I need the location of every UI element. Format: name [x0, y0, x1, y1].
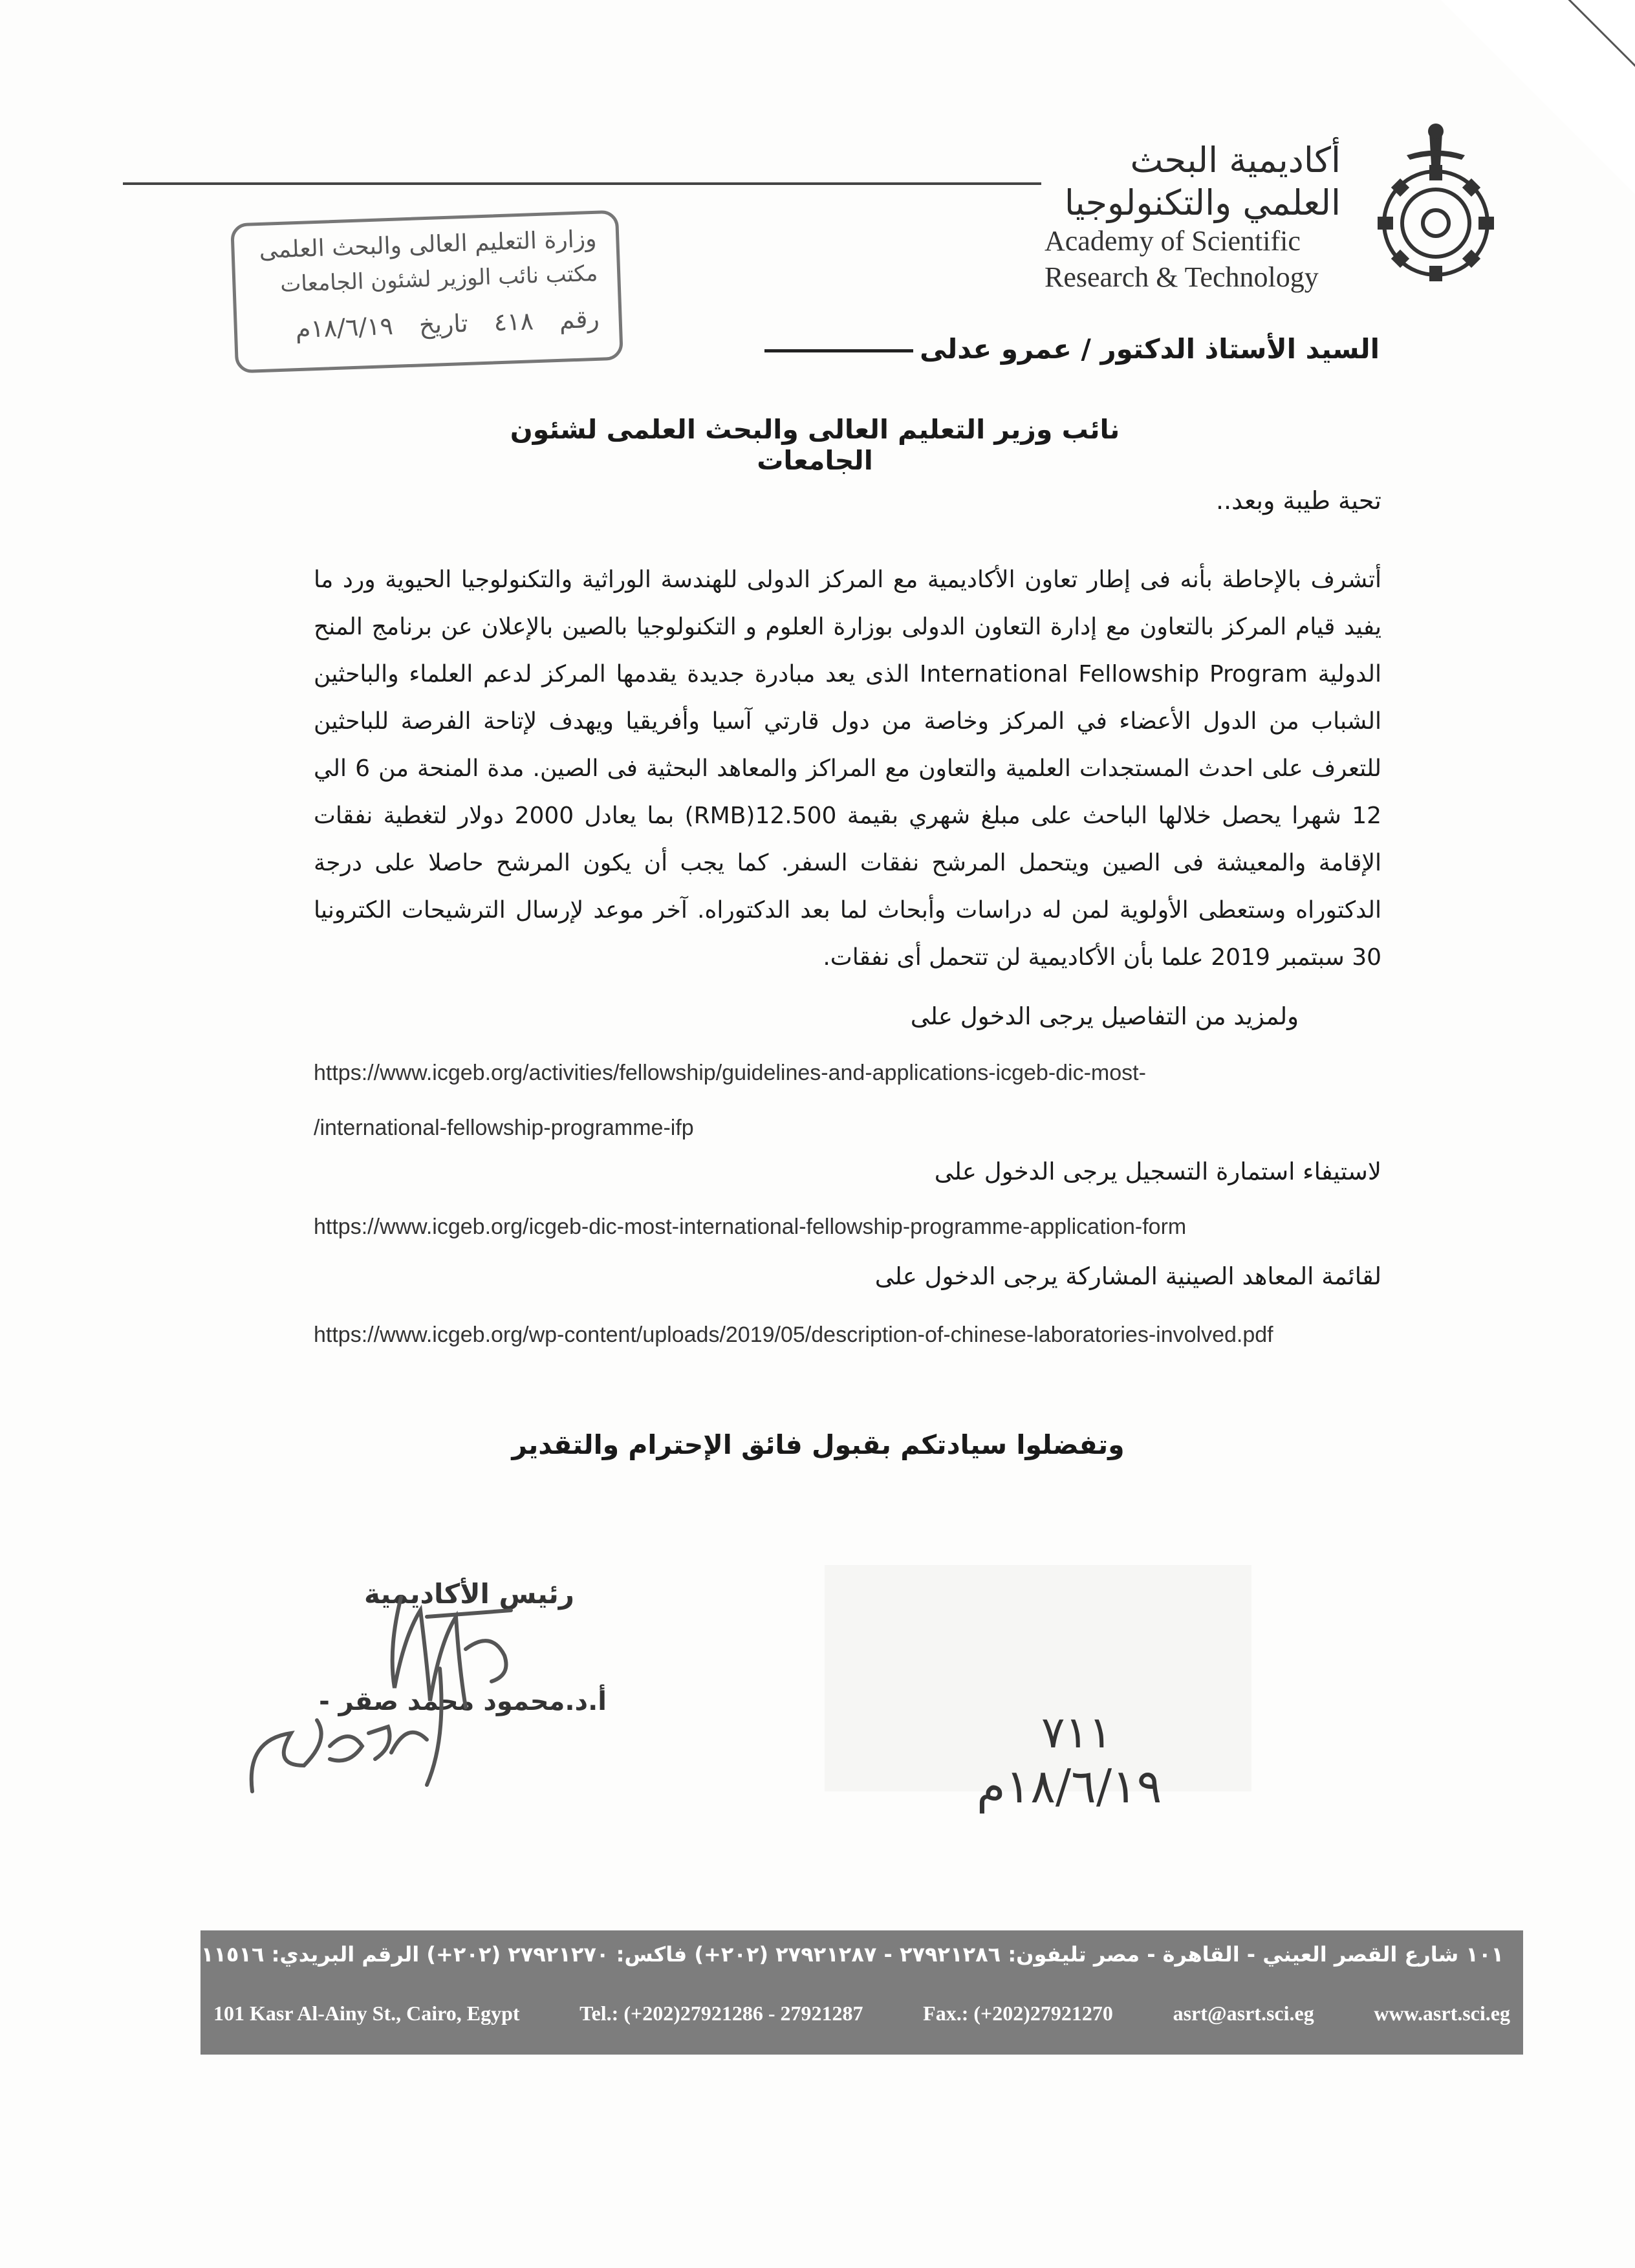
more-details-label: ولمزيد من التفاصيل يرجى الدخول على — [910, 1002, 1299, 1030]
academy-name-english-line1: Academy of Scientific — [1045, 225, 1301, 257]
body-paragraph: أتشرف بالإحاطة بأنه فى إطار تعاون الأكاديمية مع المركز الدولى للهندسة الوراثية والتكنولوجيا الحيوية ورد ما يفيد قيام المركز بالتعاون مع إدارة التعاون الدولى بوزارة العلوم و التكنولوجيا بالصين بالإعلان عن برنامج المنح الدولية International Fellowship Program الذى يعد مبادرة جديدة يقدمها المركز لدعم العلماء والباحثين الشباب من الدول الأعضاء في المركز وخاصة من دول قارتي آسيا وأفريقيا ويهدف لإتاحة الفرصة للباحثين للتعرف على احدث المستجدات العلمية والتعاون مع المراكز والمعاهد البحثية فى الصين. مدة المنحة من 6 الي 12 شهرا يحصل خلالها الباحث على مبلغ شهري بقيمة 12.500(RMB) بما يعادل 2000 دولار لتغطية نفقات الإقامة والمعيشة فى الصين ويتحمل المرشح نفقات السفر. كما يجب أن يكون المرشح حاصلا على درجة الدكتوراه وستعطى الأولوية لمن له دراسات وأبحاث لما بعد الدكتوراه. آخر موعد لإرسال الترشيحات الكترونيا 30 سبتمبر 2019 علما بأن الأكاديمية لن تتحمل أى نفقات. — [314, 567, 1381, 971]
signatory-title: رئيس الأكاديمية — [363, 1578, 574, 1610]
academy-name-arabic — [1004, 139, 1341, 224]
footer-bar — [200, 1930, 1523, 2055]
fellowship-guidelines-link-cont[interactable]: /international-fellowship-programme-ifp — [314, 1116, 694, 1140]
academy-name-arabic-line2: العلمي والتكنولوجيا — [1064, 182, 1341, 223]
footer-email[interactable]: asrt@asrt.sci.eg — [1173, 2002, 1314, 2025]
application-form-link[interactable]: https://www.icgeb.org/icgeb-dic-most-international-fellowship-programme-application-form — [314, 1215, 1187, 1239]
stamp-date-label: تاريخ — [418, 308, 469, 340]
academy-name-arabic-line1: أكاديمية البحث — [1130, 140, 1341, 180]
salutation — [764, 333, 1380, 365]
registration-label: لاستيفاء استمارة التسجيل يرجى الدخول على — [934, 1158, 1381, 1185]
footer-fax: Fax.: (+202)27921270 — [923, 2002, 1113, 2025]
addressee-position: نائب وزير التعليم العالى والبحث العلمى لشئون الجامعات — [510, 414, 1120, 476]
stamp-ministry: وزارة التعليم العالى والبحث العلمى — [259, 225, 598, 264]
stamp-date-value: ١٨/٦/١٩م — [294, 311, 394, 344]
outgoing-number: ٧١١ — [1041, 1707, 1112, 1758]
stamp-number-date — [277, 305, 600, 344]
academy-logo-icon — [1368, 120, 1504, 288]
header-rule — [123, 182, 1041, 185]
fellowship-guidelines-link[interactable]: https://www.icgeb.org/activities/fellowship/guidelines-and-applications-icgeb-dic-most- — [314, 1061, 1146, 1085]
footer-english-contact — [213, 2002, 1510, 2025]
stamp-office: مكتب نائب الوزير لشئون الجامعات — [279, 260, 598, 297]
letter-body — [314, 556, 1381, 981]
stamp-number-value: ٤١٨ — [493, 307, 534, 337]
handwritten-signature — [233, 1571, 595, 1824]
footer-arabic-contact: ١٠١ شارع القصر العيني - القاهرة - مصر تليفون: ٢٧٩٢١٢٨٦ - ٢٧٩٢١٢٨٧ (٢٠٢+) فاكس: ٢٧٩٢١٢٧٠ (٢٠٢+) الرقم البريدي: ١١٥١٦ — [200, 1942, 1504, 1967]
stamp-number-label: رقم — [559, 304, 600, 334]
signatory-name: أ.د.محمود محمد صقر - — [319, 1687, 607, 1716]
footer-website[interactable]: www.asrt.sci.eg — [1374, 2002, 1510, 2025]
chinese-laboratories-link[interactable]: https://www.icgeb.org/wp-content/uploads/2019/05/description-of-chinese-laboratories-involved.pdf — [314, 1323, 1273, 1347]
incoming-stamp — [230, 210, 623, 374]
academy-name-english — [1045, 223, 1381, 296]
greeting: تحية طيبة وبعد.. — [1215, 486, 1381, 515]
salutation-dash — [764, 349, 913, 352]
academy-name-english-line2: Research & Technology — [1045, 261, 1319, 293]
salutation-text: السيد الأستاذ الدكتور / عمرو عدلى — [919, 333, 1380, 365]
closing-line: وتفضلوا سيادتكم بقبول فائق الإحترام والتقدير — [512, 1429, 1125, 1460]
outgoing-stamp — [825, 1565, 1251, 1791]
outgoing-date: ١٨/٦/١٩م — [977, 1759, 1162, 1813]
institutes-label: لقائمة المعاهد الصينية المشاركة يرجى الدخول على — [874, 1262, 1381, 1290]
footer-address: 101 Kasr Al-Ainy St., Cairo, Egypt — [213, 2002, 520, 2025]
footer-tel: Tel.: (+202)27921286 - 27921287 — [579, 2002, 863, 2025]
